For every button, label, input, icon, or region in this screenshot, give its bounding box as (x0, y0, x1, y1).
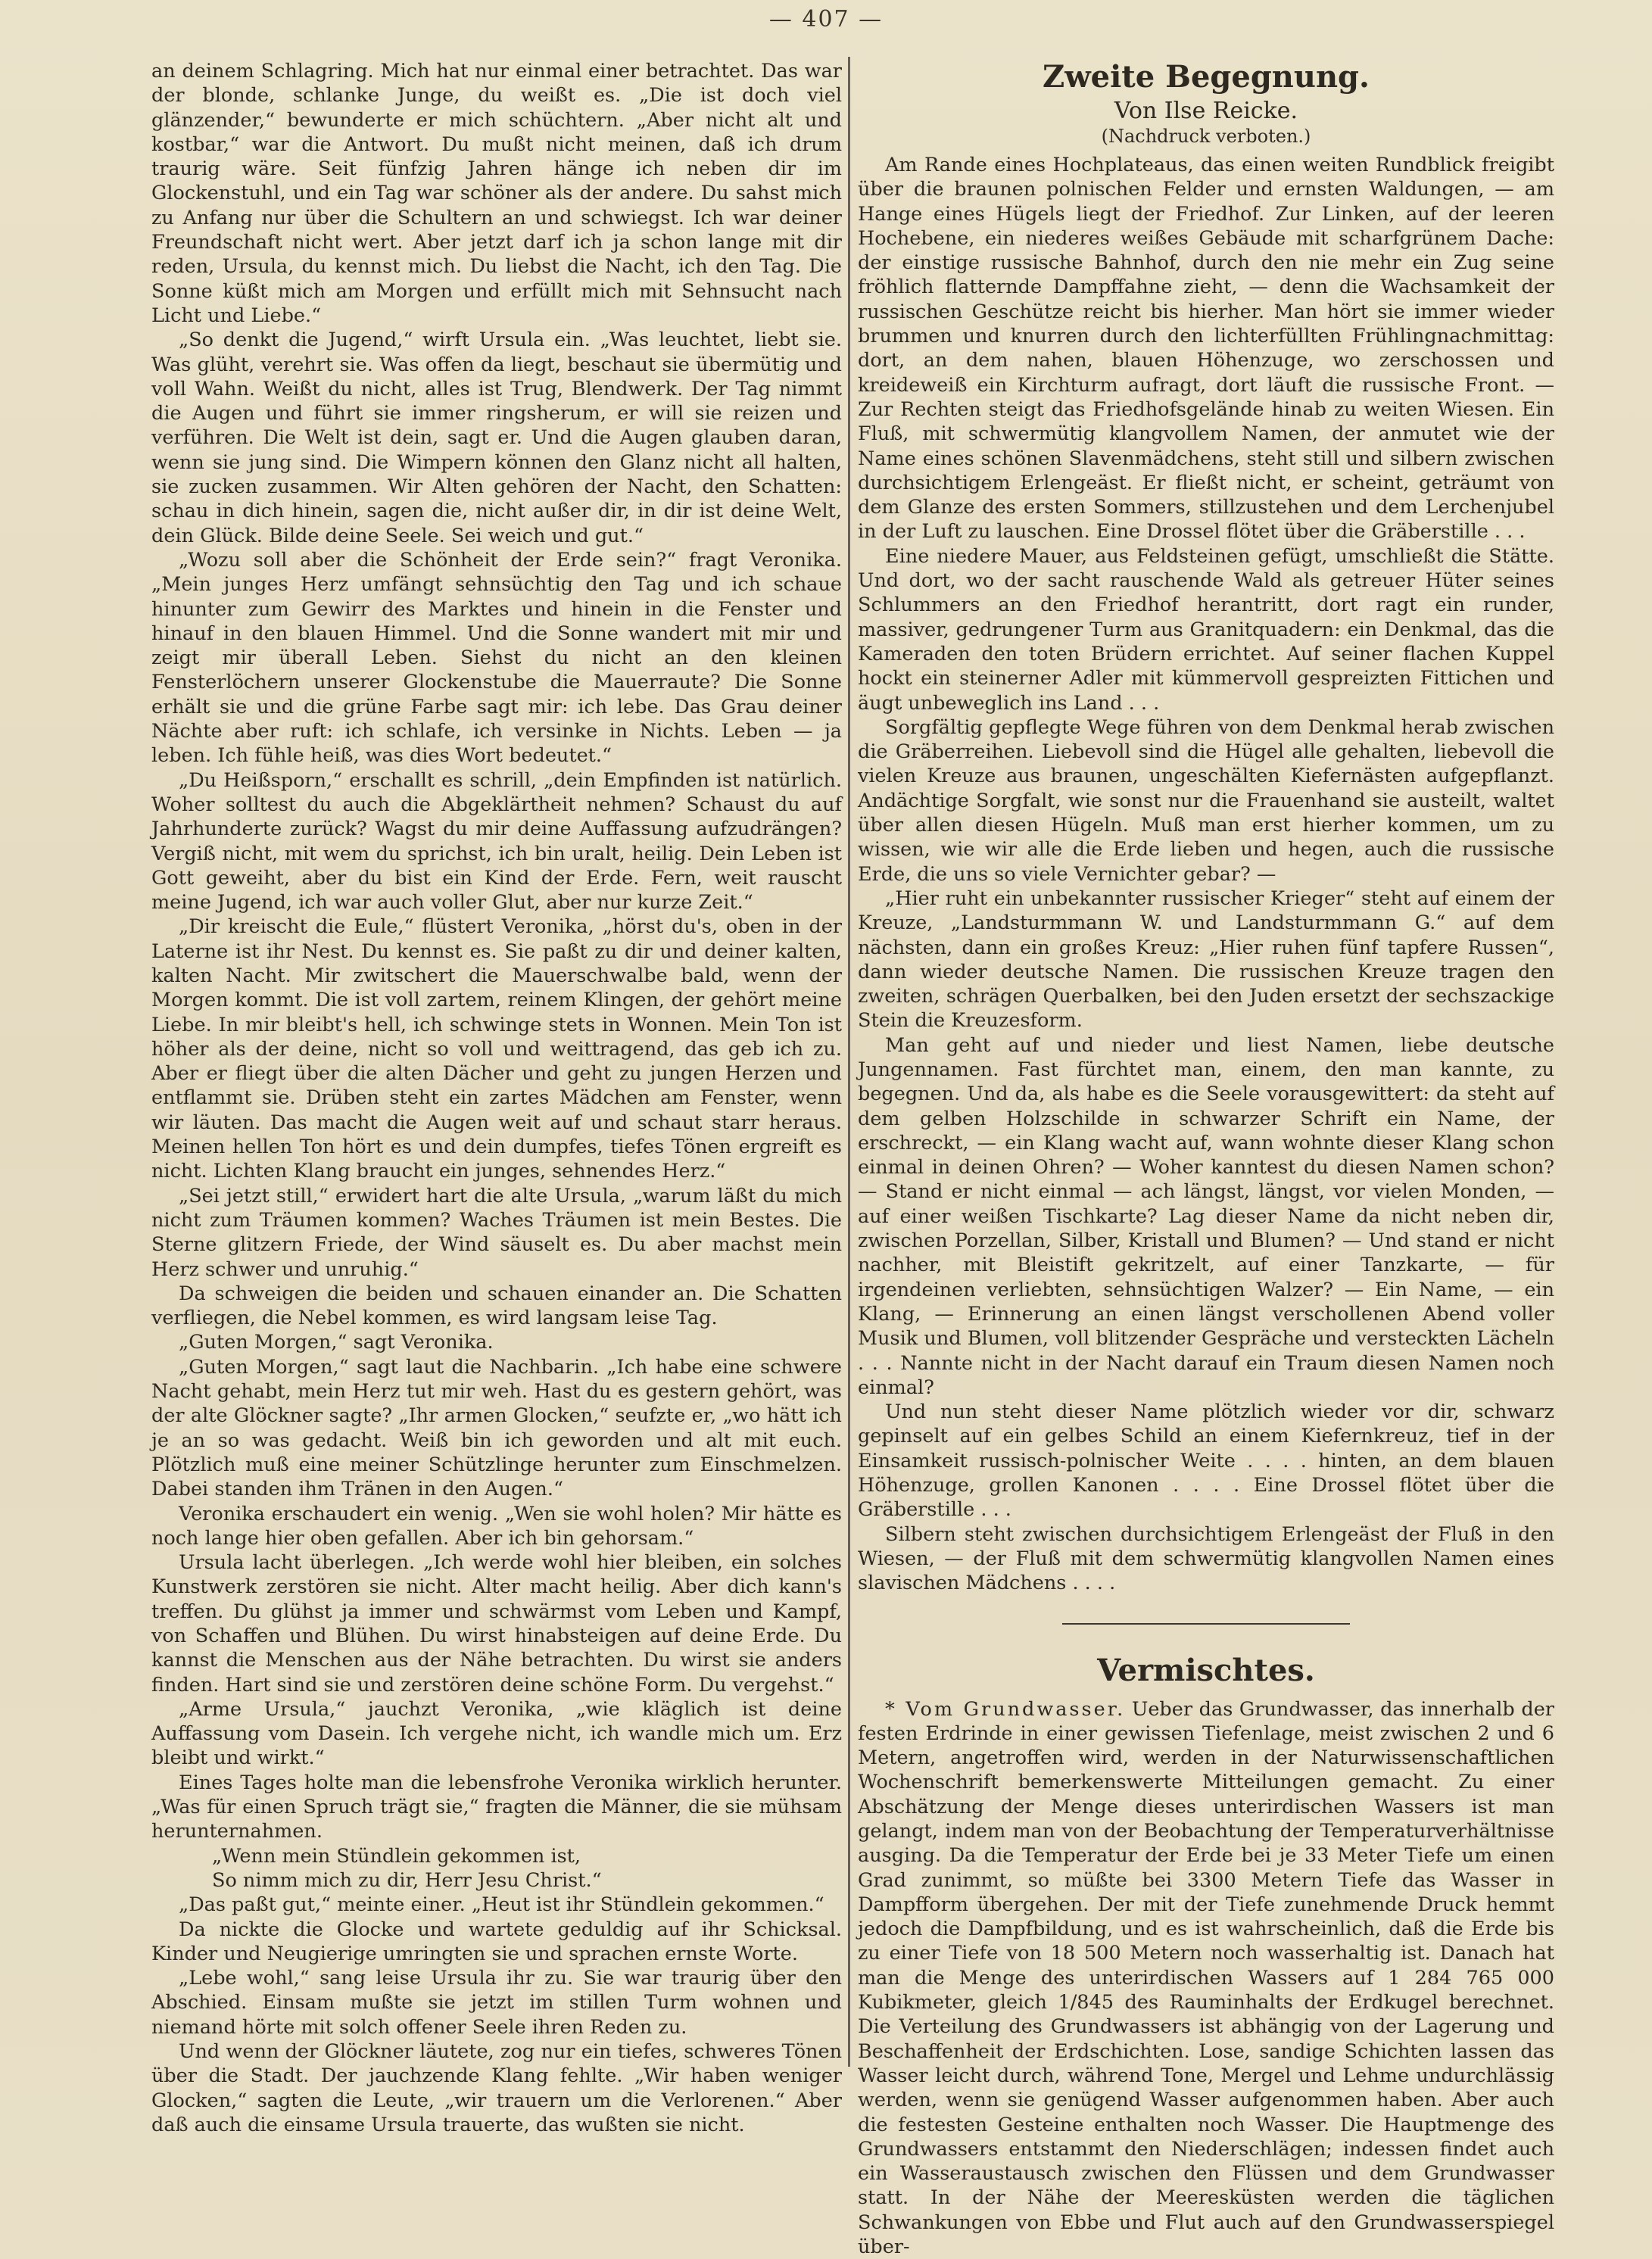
story-paragraph: „Sei jetzt still,“ erwidert hart die alte Ursula, „warum läßt du mich nicht zum Träumen kommen? Waches Träumen ist mein Bestes. Die Sterne glitzern Friede, der Wind säuselt es. Du aber machst mein Herz schwer und unruhig.“ (151, 1184, 842, 1281)
story-paragraph: „Hier ruht ein unbekannter russischer Krieger“ steht auf einem der Kreuze, „Landsturmmann W. und Landsturmmann G.“ auf dem nächsten, dann ein großes Kreuz: „Hier ruhen fünf tapfere Russen“, dann wieder deutsche Namen. Die russischen Kreuze tragen den zweiten, schrägen Querbalken, bei den Juden ersetzt der sechszackige Stein die Kreuzesform. (858, 886, 1554, 1033)
column-divider (848, 57, 850, 2067)
story-paragraph: an deinem Schlagring. Mich hat nur einmal einer betrachtet. Das war der blonde, schlanke Junge, du weißt es. „Die ist doch viel glänzender,“ bewunderte er mich schüchtern. „Aber nicht alt und kostbar,“ war die Antwort. Du mußt nicht meinen, daß ich drum traurig wäre. Seit fünfzig Jahren hänge ich neben dir im Glockenstuhl, und ein Tag war schöner als der andere. Du sahst mich zu Anfang nur über die Schultern an und schwiegst. Ich war deiner Freundschaft nicht wert. Aber jetzt darf ich ja schon lange mit dir reden, Ursula, du kennst mich. Du liebst die Nacht, ich den Tag. Die Sonne küßt mich am Morgen und erfüllt mich mit Sehnsucht nach Licht und Liebe.“ (151, 60, 842, 327)
story-paragraph: Da nickte die Glocke und wartete geduldig auf ihr Schicksal. Kinder und Neugierige umringten sie und sprachen ernste Worte. (151, 1918, 842, 1965)
story-paragraph: Da schweigen die beiden und schauen einander an. Die Schatten verfliegen, die Nebel kommen, es wird langsam leise Tag. (151, 1282, 842, 1330)
story-paragraph: Und wenn der Glöckner läutete, zog nur ein tiefes, schweres Tönen über die Stadt. Der jauchzende Klang fehlte. „Wir haben weniger Glocken,“ sagten die Leute, „wir trauern um die Verlorenen.“ Aber daß auch die einsame Ursula trauerte, das wußten sie nicht. (151, 2040, 842, 2136)
page-number: — 407 — (768, 6, 884, 33)
story-paragraph: Eines Tages holte man die lebensfrohe Veronika wirklich herunter. „Was für einen Spruch trägt sie,“ fragten die Männer, die sie mühsam herunternahmen. (151, 1771, 842, 1843)
story-paragraph: Sorgfältig gepflegte Wege führen von dem Denkmal herab zwischen die Gräberreihen. Liebevoll sind die Hügel alle gehalten, liebevoll die vielen Kreuze aus braunen, ungeschälten Kiefernästen aufgepflanzt. Andächtige Sorgfalt, wie sonst nur die Frauenhand sie austeilt, waltet über allen diesen Hügeln. Muß man erst hierher kommen, um zu wissen, wie wir alle die Erde lieben und hegen, auch die russische Erde, die uns so viele Vernichter gebar? — (858, 715, 1554, 886)
story-title: Zweite Begegnung. (1043, 59, 1370, 95)
story-paragraph: Veronika erschaudert ein wenig. „Wen sie wohl holen? Mir hätte es noch lange hier oben gefallen. Aber ich bin gehorsam.“ (151, 1502, 842, 1550)
misc-article (858, 1697, 1554, 2259)
section-rule (1062, 1623, 1350, 1625)
story-paragraph: „So denkt die Jugend,“ wirft Ursula ein. „Was leuchtet, liebt sie. Was glüht, verehrt sie. Was offen da liegt, beschaut sie übermütig und voll Wahn. Weißt du nicht, alles ist Trug, Blendwerk. Der Tag nimmt die Augen und führt sie immer ringsherum, er will sie reizen und verführen. Die Welt ist dein, sagt er. Und die Augen glauben daran, wenn sie jung sind. Die Wimpern können den Glanz nicht all halten, sie zucken zusammen. Wir Alten gehören der Nacht, den Schatten: schau in dich hinein, sagen die, nicht außer dir, in dir ist deine Welt, dein Glück. Bilde deine Seele. Sei weich und gut.“ (151, 329, 842, 547)
poem-line: „Wenn mein Stündlein gekommen ist, (212, 1844, 581, 1868)
story-paragraph: „Guten Morgen,“ sagt Veronika. (179, 1331, 494, 1354)
story-paragraph: Silbern steht zwischen durchsichtigem Erlengeäst der Fluß in den Wiesen, — der Fluß mit dem schwermütig klangvollen Namen eines slavischen Mädchens . . . . (858, 1522, 1554, 1595)
story-paragraph: Eine niedere Mauer, aus Feldsteinen gefügt, umschließt die Stätte. Und dort, wo der sacht rauschende Wald als getreuer Hüter seines Schlummers an den Friedhof herantritt, dort ragt ein runder, massiver, gedrungener Turm aus Granitquadern: ein Denkmal, das die Kameraden den toten Brüdern errichtet. Auf seiner flachen Kuppel hockt ein steinerner Adler mit kümmervoll gespreizten Fittichen und äugt unbeweglich ins Land . . . (858, 544, 1554, 715)
story-paragraph: „Du Heißsporn,“ erschallt es schrill, „dein Empfinden ist natürlich. Woher solltest du auch die Abgeklärtheit nehmen? Schaust du auf Jahrhunderte zurück? Wagst du mir deine Auffassung aufzudrängen? Vergiß nicht, mit wem du sprichst, ich bin uralt, heilig. Dein Leben ist Gott geweiht, aber du bist ein Kind der Erde. Fern, weit rauscht meine Jugend, ich war auch voller Glut, aber nur kurze Zeit.“ (151, 768, 842, 915)
bell-inscription (151, 1844, 842, 1893)
misc-article-text: Ueber das Grundwasser, das innerhalb der festen Erdrinde in einer gewissen Tiefenlage, meist zwischen 2 und 6 Metern, angetroffen wird, werden in der Naturwissenschaftlichen Wochenschrift bemerkenswerte Mitteilungen gemacht. Zu einer Abschätzung der Menge dieses unterirdischen Wassers ist man gelangt, indem man von der Beobachtung der Temperaturverhältnisse ausging. Da die Temperatur der Erde bei je 33 Meter Tiefe um einen Grad zunimmt, so müßte bei 3300 Metern Tiefe das Wasser in Dampfform übergehen. Der mit der Tiefe zunehmende Druck hemmt jedoch die Dampfbildung, und es ist wahrscheinlich, daß die Erde bis zu einer Tiefe von 18 500 Metern noch wasserhaltig ist. Danach hat man die Menge des unterirdischen Wassers auf 1 284 765 000 Kubikmeter, gleich 1/845 des Rauminhalts der Erdkugel berechnet. Die Verteilung des Grundwassers ist abhängig von der Lagerung und Beschaffenheit der Erdschichten. Lose, sandige Schichten lassen das Wasser leicht durch, während Tone, Mergel und Lehme undurchlässig werden, wenn sie genügend Wasser aufgenommen haben. Aber auch die festesten Gesteine enthalten noch Wasser. Die Hauptmenge des Grundwassers entstammt den Niederschlägen; indessen findet auch ein Wasseraustausch zwischen den Flüssen und dem Grundwasser statt. In der Nähe der Meeresküsten werden die täglichen Schwankungen von Ebbe und Flut auch auf den Grundwasserspiegel über- (858, 1697, 1554, 2259)
story-paragraph: „Dir kreischt die Eule,“ flüstert Veronika, „hörst du's, oben in der Laterne ist ihr Nest. Du kennst es. Sie paßt zu dir und deiner kalten, kalten Nacht. Mir zwitschert die Mauerschwalbe bald, wenn der Morgen kommt. Die ist voll zartem, reinem Klingen, der gehört meine Liebe. In mir bleibt's hell, ich schwinge stets in Wonnen. Mein Ton ist höher als der deine, nicht so voll und weittragend, das geb ich zu. Aber er fliegt über die alten Dächer und geht zu jungen Herzen und entflammt sie. Drüben steht ein zartes Mädchen am Fenster, wenn wir läuten. Das macht die Augen weit auf und schaut starr heraus. Meinen hellen Ton hört es und dein dumpfes, tiefes Tönen ergreift es nicht. Lichten Klang braucht ein junges, sehnendes Herz.“ (151, 915, 842, 1183)
story-paragraph: Am Rande eines Hochplateaus, das einen weiten Rundblick freigibt über die braunen polnischen Felder und ernsten Waldungen, — am Hange eines Hügels liegt der Friedhof. Zur Linken, auf der leeren Hochebene, ein niederes weißes Gebäude mit scharfgrünem Dache: der einstige russische Bahnhof, durch den nie mehr ein Zug seine fröhlich flatternde Dampffahne zieht, — denn die Wachsamkeit der russischen Geschütze reicht bis hierher. Man hört sie immer wieder brummen und knurren durch den lichterfüllten Frühlingnachmittag: dort, an dem nahen, blauen Höhenzuge, wo zerschossen und kreideweiß ein Kirchturm aufragt, dort läuft die russische Front. — Zur Rechten steigt das Friedhofsgelände hinab zu weiten Wiesen. Ein Fluß, mit schwermütig klangvollem Namen, der anmutet wie der Name eines schönen Slavenmädchens, steht still und silbern zwischen durchsichtigem Erlengeäst. Er fließt nicht, er scheint, geträumt von dem Glanze des ersten Sommers, stillzustehen und dem Lerchenjubel in der Luft zu lauschen. Eine Drossel flötet über die Gräberstille . . . (858, 154, 1554, 544)
story-paragraph: „Wozu soll aber die Schönheit der Erde sein?“ fragt Veronika. „Mein junges Herz umfängt sehnsüchtig den Tag und ich schaue hinunter zum Gewirr des Marktes und hinein in die Fenster und hinauf in den blauen Himmel. Und die Sonne wandert mit mir und zeigt mir überall Leben. Siehst du nicht an den kleinen Fensterlöchern unserer Glockenstube die Mauerraute? Die Sonne erhält sie und die grüne Farbe sagt mir: ich lebe. Das Grau deiner Nächte aber ruft: ich schlafe, ich versinke in Nichts. Leben — ja leben. Ich fühle heiß, was dies Wort bedeutet.“ (151, 548, 842, 768)
story-paragraph: „Lebe wohl,“ sang leise Ursula ihr zu. Sie war traurig über den Abschied. Einsam mußte sie jetzt im stillen Turm wohnen und niemand hörte mit solch offener Seele ihren Reden zu. (151, 1967, 842, 2039)
story-paragraph: „Das paßt gut,“ meinte einer. „Heut ist ihr Stündlein gekommen.“ (179, 1893, 824, 1917)
right-column (858, 59, 1554, 2259)
reprint-note: (Nachdruck verboten.) (1101, 126, 1311, 147)
story-paragraph: Man geht auf und nieder und liest Namen, liebe deutsche Jungennamen. Fast fürchtet man, einem, den man kannte, zu begegnen. Und da, als habe es die Seele vorausgewittert: da steht auf dem gelben Holzschilde in schwarzer Schrift ein Name, der erschreckt, — ein Klang wacht auf, wann wohnte dieser Klang schon einmal in deinen Ohren? — Woher kanntest du diesen Namen schon? — Stand er nicht einmal — ach längst, längst, vor vielen Monden, — auf einer weißen Tischkarte? Lag dieser Name da nicht neben dir, zwischen Porzellan, Silber, Kristall und Blumen? — Und stand er nicht nachher, mit Bleistift gekritzelt, auf einer Tanzkarte, — für irgendeinen verliebten, sehnsüchtigen Walzer? — Ein Name, — ein Klang, — Erinnerung an einen längst verschollenen Abend voller Musik und Blumen, voll blitzender Gespräche und versteckten Lächeln . . . Nannte nicht in der Nacht darauf ein Traum diesen Namen noch einmal? (858, 1033, 1554, 1399)
story-paragraph: „Arme Ursula,“ jauchzt Veronika, „wie kläglich ist deine Auffassung vom Dasein. Ich vergehe nicht, ich wandle mich um. Erz bleibt und wirkt.“ (151, 1697, 842, 1770)
story-paragraph: Ursula lacht überlegen. „Ich werde wohl hier bleiben, ein solches Kunstwerk zerstören sie nicht. Alter macht heilig. Aber dich kann's treffen. Du glühst ja immer und schwärmst vom Leben und Kampf, von Schaffen und Blühen. Du wirst hinabsteigen auf deine Erde. Du kannst die Menschen aus der Nähe betrachten. Du wirst sie anders finden. Hart sind sie und zerstören deine schöne Form. Du vergehst.“ (151, 1551, 842, 1697)
story-author: Von Ilse Reicke. (1114, 98, 1298, 124)
misc-article-lead: * Vom Grundwasser. (885, 1697, 1126, 1721)
story-paragraph: „Guten Morgen,“ sagt laut die Nachbarin. „Ich habe eine schwere Nacht gehabt, mein Herz tut mir weh. Hast du es gestern gehört, was der alte Glöckner sagte? „Ihr armen Glocken,“ seufzte er, „wo hätt ich je an so was gedacht. Weiß bin ich geworden und alt mit euch. Plötzlich muß eine meiner Schützlinge herunter zum Einschmelzen. Dabei standen ihm Tränen in den Augen.“ (151, 1355, 842, 1501)
poem-line: So nimm mich zu dir, Herr Jesu Christ.“ (212, 1868, 602, 1892)
left-column (151, 59, 842, 2137)
section-title: Vermischtes. (1097, 1652, 1315, 1688)
story-paragraph: Und nun steht dieser Name plötzlich wieder vor dir, schwarz gepinselt auf ein gelbes Schild an einem Kiefernkreuz, tief in der Einsamkeit russisch-polnischer Weite . . . . hinten, an dem blauen Höhenzuge, grollen Kanonen . . . . Eine Drossel flötet über die Gräberstille . . . (858, 1401, 1554, 1522)
